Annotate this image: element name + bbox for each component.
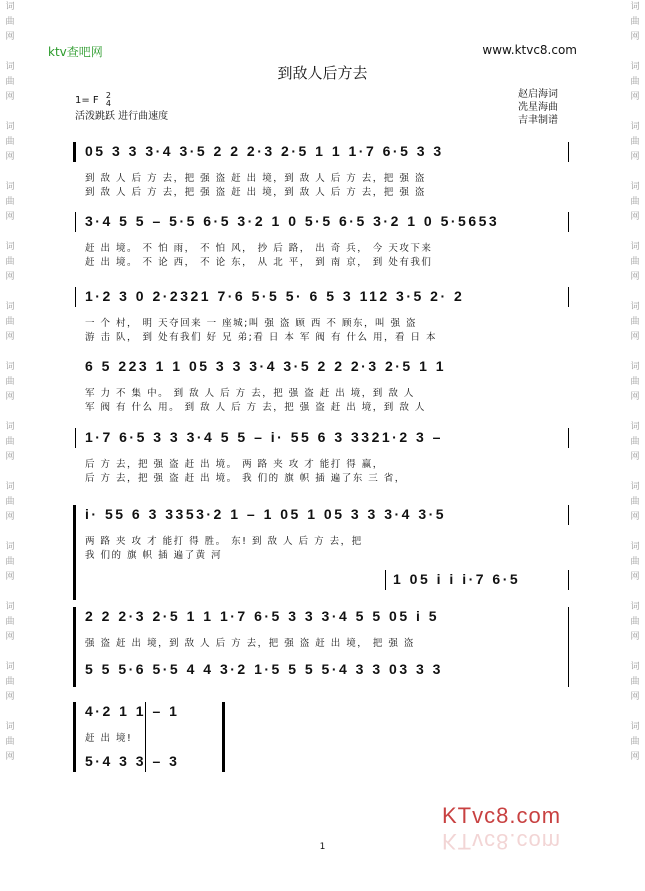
lyricist: 赵启海词 [518,89,558,100]
notation-line: 05 3 3 3·4 3·5 2 2 2·3 2·5 1 1 1·7 6·5 3 3 [85,143,444,159]
notation-line: i· 55 6 3 3353·2 1 – 1 05 1 05 3 3 3·4 3·5 [85,506,447,522]
notation-line: 5 5 5·6 5·5 4 4 3·2 1·5 5 5 5·4 3 3 03 3 3 [85,661,443,677]
lyrics-verse-1: 一 个 村， 明 天夺回来 一 座城;叫 强 盗 顾 西 不 顾东，叫 强 盗 [85,318,417,329]
site-url[interactable]: www.ktvc8.com [482,43,577,57]
notation-line: 1·7 6·5 3 3 3·4 5 5 – i· 55 6 3 3321·2 3 – [85,429,443,445]
brand-link[interactable]: ktv查吧网 [48,45,103,59]
lyrics-verse-2: 军 阀 有 什么 用。 到 敌 人 后 方 去，把 强 盗 赶 出 境，到 敌 人 [85,402,426,413]
notation-line: 5·4 3 3 – 3 [85,753,180,769]
lyrics-verse-2: 赶 出 境。 不 论 西， 不 论 东， 从 北 平， 到 南 京， 到 处有我们 [85,257,433,268]
notation-line: 1 05 i i i·7 6·5 [393,571,521,587]
right-side-watermark: 词 曲 网 词 曲 网 词 曲 网 词 曲 网 词 曲 网 词 曲 网 词 曲 网 词 曲 网 词 曲 网 词 曲 网 词 曲 网 词 曲 网 词 曲 网 [630,2,640,762]
notation-line: 3·4 5 5 – 5·5 6·5 3·2 1 0 5·5 6·5 3·2 1 0 5·5653 [85,213,500,229]
ktvc8-logo: KTvc8.com [442,803,562,828]
notation-line: 4·2 1 1 – 1 [85,703,180,719]
lyrics-verse-2: 后 方 去，把 强 盗 赶 出 境。 我 们的 旗 帜 插 遍了东 三 省， [85,473,406,484]
time-signature-numerator: 2 [105,91,111,100]
tempo-marking: 活泼跳跃 进行曲速度 [75,111,169,122]
song-title: 到敌人后方去 [277,64,368,82]
time-signature-denominator: 4 [105,99,111,108]
lyrics-verse-1: 两 路 夹 攻 才 能打 得 胜。 东! 到 敌 人 后 方 去，把 [85,536,363,547]
ktvc8-logo-reflection: KTvc8.com [442,829,562,854]
notation-line: 6 5 223 1 1 05 3 3 3·4 3·5 2 2 2·3 2·5 1 1 [85,358,447,374]
credits [518,88,558,127]
lyrics-verse-1: 强 盗 赶 出 境，到 敌 人 后 方 去，把 强 盗 赶 出 境， 把 强 盗 [85,638,415,649]
lyrics-verse-2: 游 击 队， 到 处有我们 好 兄 弟;看 日 本 军 阀 有 什么 用，看 日 本 [85,332,438,343]
key-signature: 1= F 2 4 [75,91,111,108]
composer: 冼星海曲 [518,102,558,113]
notation-line: 1·2 3 0 2·2321 7·6 5·5 5· 6 5 3 112 3·5 2· 2 [85,288,465,304]
lyrics-verse-1: 军 力 不 集 中。 到 敌 人 后 方 去，把 强 盗 赶 出 境，到 敌 人 [85,388,415,399]
lyrics-verse-2: 我 们的 旗 帜 插 遍了黄 河 [85,550,223,561]
page-number: 1 [319,842,326,852]
left-side-watermark: 词 曲 网 词 曲 网 词 曲 网 词 曲 网 词 曲 网 词 曲 网 词 曲 网 词 曲 网 词 曲 网 词 曲 网 词 曲 网 词 曲 网 词 曲 网 [5,2,15,762]
lyrics-verse-1: 到 敌 人 后 方 去，把 强 盗 赶 出 境，到 敌 人 后 方 去，把 强 盗 [85,173,426,184]
lyrics-verse-1: 赶 出 境。 不 怕 雨， 不 怕 风， 抄 后 路， 出 奇 兵， 今 天攻下来 [85,243,433,254]
lyrics-verse-2: 到 敌 人 后 方 去，把 强 盗 赶 出 境，到 敌 人 后 方 去，把 强 盗 [85,187,426,198]
lyrics-verse-1: 后 方 去，把 强 盗 赶 出 境。 两 路 夹 攻 才 能打 得 赢， [85,459,384,470]
arranger: 吉聿制谱 [518,115,558,126]
notation-line: 2 2 2·3 2·5 1 1 1·7 6·5 3 3 3·4 5 5 05 i 5 [85,608,440,624]
lyrics-verse-1: 赶 出 境! [85,733,133,744]
